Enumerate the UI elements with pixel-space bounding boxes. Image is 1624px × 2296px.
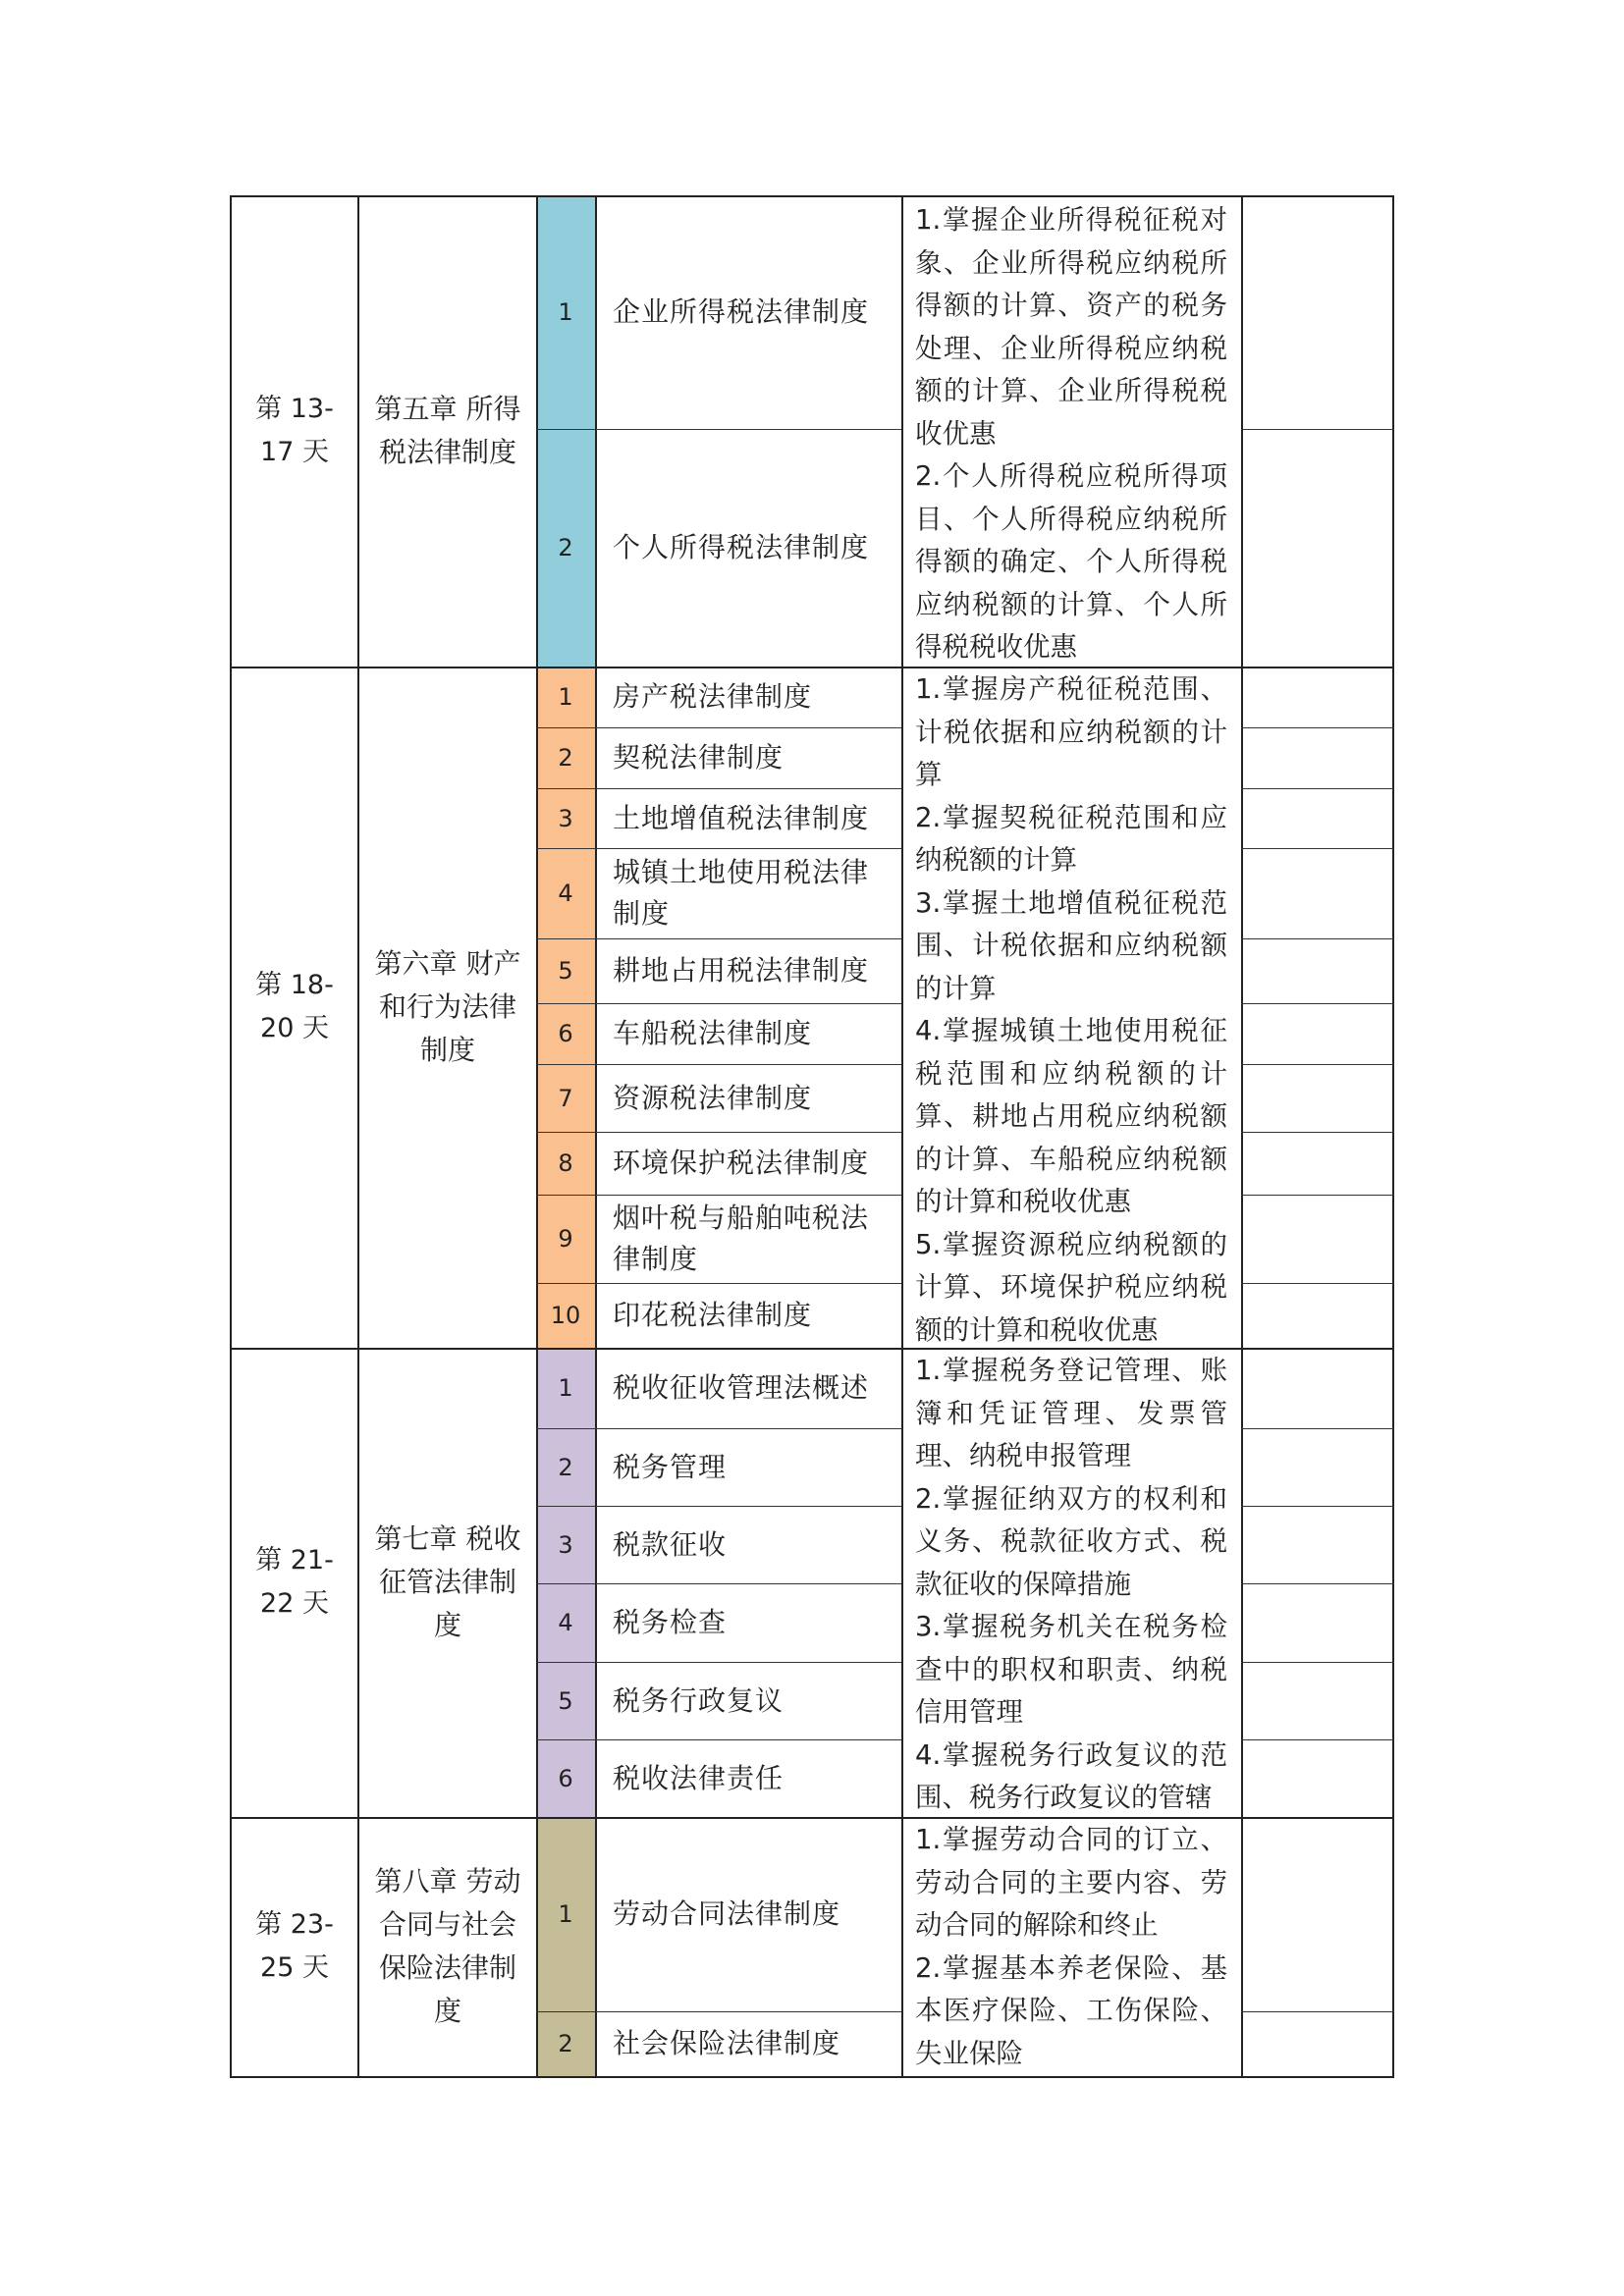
item-topic: 车船税法律制度	[613, 1017, 813, 1049]
item-number: 1	[558, 298, 573, 326]
item-number: 5	[558, 1686, 573, 1715]
item-number: 6	[558, 1764, 573, 1792]
item-number: 2	[558, 744, 573, 772]
requirement-line: 4.掌握城镇土地使用税征税范围和应纳税额的计算、耕地占用税应纳税额的计算、车船税应纳税额的计算和税收优惠	[915, 1015, 1227, 1217]
item-number: 9	[558, 1225, 573, 1253]
item-topic: 税务行政复议	[613, 1683, 785, 1717]
item-number: 2	[558, 2030, 573, 2057]
requirements-text	[901, 199, 1241, 669]
item-number: 1	[558, 683, 573, 711]
item-number: 1	[558, 1374, 573, 1402]
item-topic: 耕地占用税法律制度	[613, 954, 870, 987]
item-topic: 企业所得税法律制度	[613, 295, 870, 328]
requirement-line: 2.掌握契税征税范围和应纳税额的计算	[915, 801, 1227, 876]
item-topic: 环境保护税法律制度	[613, 1147, 870, 1179]
chapter-title: 第八章 劳动合同与社会保险法律制度	[374, 1865, 521, 2027]
item-number: 2	[558, 534, 573, 561]
requirement-line: 1.掌握劳动合同的订立、劳动合同的主要内容、劳动合同的解除和终止	[915, 1824, 1227, 1941]
day-range: 第 13-17 天	[255, 394, 334, 467]
item-number: 6	[558, 1020, 573, 1047]
item-topic: 税收法律责任	[613, 1761, 785, 1794]
item-number: 8	[558, 1149, 573, 1177]
chapter-title: 第七章 税收征管法律制度	[374, 1522, 521, 1641]
item-topic: 税务管理	[613, 1450, 728, 1483]
day-range: 第 18-20 天	[255, 970, 334, 1043]
requirement-line: 1.掌握企业所得税征税对象、企业所得税应纳税所得额的计算、资产的税务处理、企业所得税应纳税额的计算、企业所得税税收优惠	[915, 204, 1227, 450]
requirement-line: 3.掌握土地增值税征税范围、计税依据和应纳税额的计算	[915, 886, 1227, 1004]
requirements-text	[901, 1350, 1241, 1820]
requirements-text	[901, 1819, 1241, 2075]
requirements-text	[901, 668, 1241, 1352]
item-topic: 烟叶税与船舶吨税法律制度	[613, 1201, 870, 1275]
requirement-line: 2.掌握基本养老保险、基本医疗保险、工伤保险、失业保险	[915, 1951, 1227, 2069]
requirement-line: 4.掌握税务行政复议的范围、税务行政复议的管辖	[915, 1738, 1227, 1813]
item-topic: 税务检查	[613, 1606, 728, 1638]
item-number: 3	[558, 1530, 573, 1559]
item-topic: 契税法律制度	[613, 741, 785, 774]
requirement-line: 1.掌握税务登记管理、账簿和凭证管理、发票管理、纳税申报管理	[915, 1355, 1227, 1471]
requirement-line: 1.掌握房产税征税范围、计税依据和应纳税额的计算	[915, 673, 1227, 790]
item-topic: 税收征收管理法概述	[613, 1371, 870, 1404]
item-topic: 土地增值税法律制度	[613, 801, 870, 834]
item-number: 3	[558, 804, 573, 832]
item-topic: 房产税法律制度	[613, 680, 813, 713]
item-topic: 城镇土地使用税法律制度	[613, 856, 870, 930]
day-range: 第 23-25 天	[255, 1909, 334, 1983]
day-range: 第 21-22 天	[255, 1545, 334, 1619]
item-topic: 劳动合同法律制度	[613, 1897, 841, 1930]
item-topic: 个人所得税法律制度	[613, 531, 870, 563]
item-number: 4	[558, 1609, 573, 1636]
item-number: 1	[558, 1900, 573, 1928]
chapter-title: 第六章 财产和行为法律制度	[374, 947, 521, 1066]
item-topic: 社会保险法律制度	[613, 2027, 841, 2059]
item-number: 4	[558, 880, 573, 907]
item-topic: 印花税法律制度	[613, 1299, 813, 1331]
item-topic: 税款征收	[613, 1527, 728, 1561]
item-topic: 资源税法律制度	[613, 1081, 813, 1114]
requirement-line: 2.掌握征纳双方的权利和义务、税款征收方式、税款征收的保障措施	[915, 1482, 1227, 1600]
item-number: 5	[558, 957, 573, 985]
item-number: 10	[550, 1302, 581, 1329]
item-number: 2	[558, 1453, 573, 1481]
chapter-title: 第五章 所得税法律制度	[374, 393, 521, 468]
requirement-line: 3.掌握税务机关在税务检查中的职权和职责、纳税信用管理	[915, 1611, 1227, 1728]
study-plan-table	[230, 195, 1394, 2078]
requirement-line: 2.个人所得税应税所得项目、个人所得税应纳税所得额的确定、个人所得税应纳税额的计算、个人所得税税收优惠	[915, 460, 1227, 663]
item-number: 7	[558, 1084, 573, 1112]
requirement-line: 5.掌握资源税应纳税额的计算、环境保护税应纳税额的计算和税收优惠	[915, 1228, 1227, 1346]
